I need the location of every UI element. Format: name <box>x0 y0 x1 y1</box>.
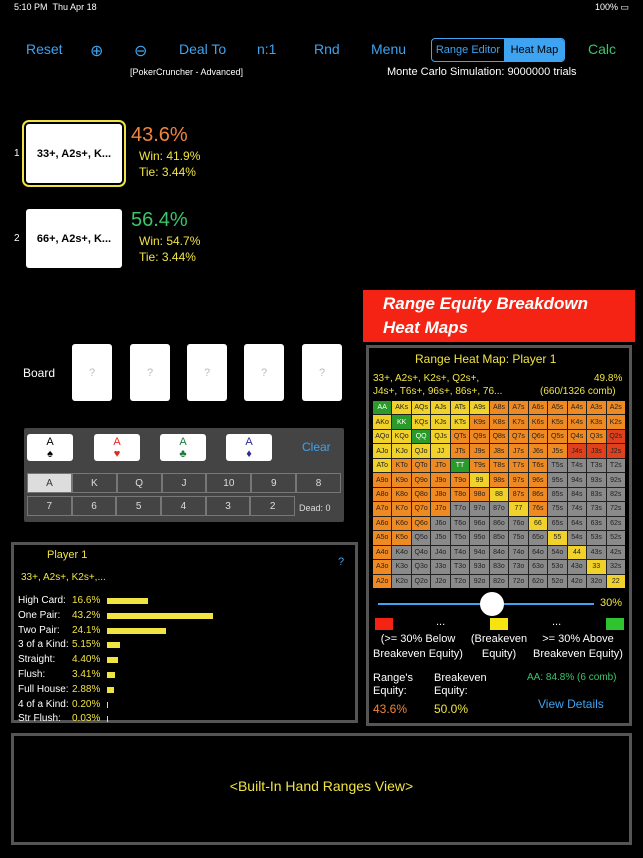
heat-map-cell[interactable]: K9o <box>392 473 410 486</box>
heat-map-cell[interactable]: Q4o <box>412 546 430 559</box>
heat-map-cell[interactable]: J5s <box>548 444 566 457</box>
breakeven-label-2: Equity: <box>434 685 468 697</box>
heat-map-cell[interactable]: T9s <box>470 459 488 472</box>
heat-map-cell[interactable]: 52o <box>548 575 566 588</box>
heat-map-range-cont: J4s+, T6s+, 96s+, 86s+, 76... <box>373 386 503 397</box>
stat-value: 0.20% <box>72 698 101 710</box>
breakeven-label <box>434 672 487 698</box>
diamond-card-button[interactable]: A ♦ <box>226 434 272 461</box>
heat-map-cell[interactable]: T2s <box>607 459 625 472</box>
heat-map-cell[interactable]: J8o <box>431 488 449 501</box>
heat-map-cell[interactable]: 84o <box>490 546 508 559</box>
heat-map-cell[interactable]: 94s <box>568 473 586 486</box>
heat-map-cell[interactable]: 85o <box>490 531 508 544</box>
heat-map-cell[interactable]: 62o <box>529 575 547 588</box>
heat-map-cell[interactable]: Q6o <box>412 517 430 530</box>
heat-map-cell[interactable]: T4s <box>568 459 586 472</box>
heart-icon: ♥ <box>113 448 121 460</box>
rank-row-1 <box>27 473 341 493</box>
heat-map-cell[interactable]: Q5s <box>548 430 566 443</box>
rank-button[interactable]: J <box>162 473 207 493</box>
legend-breakeven-line2: Equity) <box>481 648 517 660</box>
rank-row-2 <box>27 496 295 516</box>
n1-button[interactable]: n:1 <box>257 41 277 57</box>
heat-map-cell[interactable]: A4s <box>568 401 586 414</box>
heat-map-title: Range Heat Map: Player 1 <box>415 352 557 366</box>
heat-map-cell[interactable]: A4o <box>373 546 391 559</box>
legend-yellow-swatch <box>490 618 508 630</box>
heat-map-cell[interactable]: AQs <box>412 401 430 414</box>
heat-map-cell[interactable]: Q8s <box>490 430 508 443</box>
view-details-button[interactable]: View Details <box>538 697 604 711</box>
heat-map-cell[interactable]: 88 <box>490 488 508 501</box>
app-edition-label: [PokerCruncher - Advanced] <box>130 67 244 77</box>
stat-bar <box>107 672 115 678</box>
player-equity: 56.4% <box>131 209 188 231</box>
heat-map-cell[interactable]: 82s <box>607 488 625 501</box>
heat-map-cell[interactable]: J9o <box>431 473 449 486</box>
stat-label: Two Pair: <box>18 624 60 636</box>
heat-map-cell[interactable]: Q2o <box>412 575 430 588</box>
heat-map-cell[interactable]: 76o <box>509 517 527 530</box>
heat-map-cell[interactable]: J4o <box>431 546 449 559</box>
heat-map-cell[interactable]: TT <box>451 459 469 472</box>
heat-map-cell[interactable]: ATo <box>373 459 391 472</box>
range-equity-value: 43.6% <box>373 702 408 716</box>
heat-map-cell[interactable]: Q7o <box>412 502 430 515</box>
heat-map-cell[interactable]: 43s <box>587 546 605 559</box>
hand-ranges-placeholder: <Built-In Hand Ranges View> <box>229 778 414 794</box>
stat-value: 16.6% <box>72 595 101 606</box>
heat-map-cell[interactable]: T3o <box>451 560 469 573</box>
heat-map-cell[interactable]: K6o <box>392 517 410 530</box>
stat-bar <box>107 613 213 619</box>
heat-map-cell[interactable]: K7o <box>392 502 410 515</box>
banner-line-2: Heat Maps <box>383 318 469 337</box>
legend-dots: ... <box>436 616 446 628</box>
player-tie: Tie: 3.44% <box>139 250 196 264</box>
heat-map-cell[interactable]: J8s <box>490 444 508 457</box>
legend-breakeven <box>467 632 531 662</box>
club-icon: ♣ <box>179 448 187 460</box>
legend-below-line2: Breakeven Equity) <box>373 648 463 660</box>
board-card-slot[interactable]: ? <box>244 344 284 401</box>
reset-button[interactable]: Reset <box>26 41 63 57</box>
breakeven-label-1: Breakeven <box>434 672 487 684</box>
heat-map-cell[interactable]: 99 <box>470 473 488 486</box>
heat-map-cell[interactable]: 64s <box>568 517 586 530</box>
heat-map-cell[interactable]: QQ <box>412 430 430 443</box>
heat-map-cell[interactable]: 84s <box>568 488 586 501</box>
heat-map-cell[interactable]: KTo <box>392 459 410 472</box>
rank-button[interactable]: 6 <box>72 496 117 516</box>
heat-map-cell[interactable]: J2o <box>431 575 449 588</box>
heat-map-cell[interactable]: 83s <box>587 488 605 501</box>
heat-map-cell[interactable]: K6s <box>529 415 547 428</box>
heat-map-cell[interactable]: J7s <box>509 444 527 457</box>
heat-map-cell[interactable]: 77 <box>509 502 527 515</box>
heat-map-cell[interactable]: AJs <box>431 401 449 414</box>
stats-range: 33+, A2s+, K2s+,... <box>21 572 106 583</box>
stat-value: 0.03% <box>72 713 101 725</box>
player-hand-range[interactable]: 33+, A2s+, K... <box>26 124 122 183</box>
heat-map-cell[interactable]: A5o <box>373 531 391 544</box>
rank-button[interactable]: 5 <box>116 496 161 516</box>
player-win: Win: 54.7% <box>139 234 201 248</box>
heat-map-cell[interactable]: A7s <box>509 401 527 414</box>
heat-map-cell[interactable]: 54s <box>568 531 586 544</box>
spade-icon: ♠ <box>47 448 53 460</box>
heat-map-cell[interactable]: AKo <box>373 415 391 428</box>
heat-map-cell[interactable]: KTs <box>451 415 469 428</box>
range-editor-tab[interactable]: Range Editor <box>432 39 505 61</box>
stat-bar <box>107 687 114 693</box>
stat-bar <box>107 657 118 663</box>
menu-button[interactable]: Menu <box>371 41 407 57</box>
stat-value: 2.88% <box>72 683 101 695</box>
rank-button[interactable]: 10 <box>206 473 251 493</box>
heat-map-cell[interactable]: JTs <box>451 444 469 457</box>
range-equity-label-2: Equity: <box>373 685 407 697</box>
heat-map-cell[interactable]: 93s <box>587 473 605 486</box>
heat-map-cell[interactable]: 85s <box>548 488 566 501</box>
heat-map-cell[interactable]: J6s <box>529 444 547 457</box>
heat-map-cell[interactable]: 87s <box>509 488 527 501</box>
heat-map-cell[interactable]: 53o <box>548 560 566 573</box>
heat-map-cell[interactable]: 74s <box>568 502 586 515</box>
banner-line-1: Range Equity Breakdown <box>383 294 588 313</box>
heat-map-cell[interactable]: A5s <box>548 401 566 414</box>
legend-breakeven-line1: (Breakeven <box>470 633 528 645</box>
heat-map-cell[interactable]: T5s <box>548 459 566 472</box>
heat-map-cell[interactable]: ATs <box>451 401 469 414</box>
stat-value: 3.41% <box>72 669 101 680</box>
heat-map-comb: (660/1326 comb) <box>540 386 616 397</box>
heat-map-cell[interactable]: QTo <box>412 459 430 472</box>
stat-bar <box>107 642 120 648</box>
heat-map-cell[interactable]: T7s <box>509 459 527 472</box>
stat-value: 4.40% <box>72 654 101 666</box>
heat-map-cell[interactable]: 97s <box>509 473 527 486</box>
add-player-icon[interactable]: ⊕ <box>90 43 104 60</box>
heat-map-cell[interactable]: 32o <box>587 575 605 588</box>
heat-map-cell[interactable]: 62s <box>607 517 625 530</box>
stat-label: High Card: <box>18 595 66 606</box>
heat-map-cell[interactable]: 73s <box>587 502 605 515</box>
simulation-info: Monte Carlo Simulation: 9000000 trials <box>387 66 577 78</box>
legend-red-swatch <box>375 618 393 630</box>
heat-map-cell[interactable]: Q9o <box>412 473 430 486</box>
heat-map-cell[interactable]: 72o <box>509 575 527 588</box>
heat-map-cell[interactable]: 96o <box>470 517 488 530</box>
heat-map-cell[interactable]: K8s <box>490 415 508 428</box>
stat-label: 4 of a Kind: <box>18 698 69 710</box>
view-segment-control <box>431 38 565 62</box>
heat-map-cell[interactable]: A8s <box>490 401 508 414</box>
legend-above-line1: >= 30% Above <box>542 633 614 645</box>
diamond-icon: ♦ <box>246 448 252 460</box>
stat-value: 5.15% <box>72 639 101 651</box>
heat-map-cell[interactable]: Q2s <box>607 430 625 443</box>
clear-button[interactable]: Clear <box>302 440 331 454</box>
heat-map-cell[interactable]: Q5o <box>412 531 430 544</box>
heat-map-tab[interactable]: Heat Map <box>505 39 564 61</box>
heat-map-cell[interactable]: QTs <box>451 430 469 443</box>
heat-map-cell[interactable]: A2s <box>607 401 625 414</box>
heat-map-cell[interactable]: 55 <box>548 531 566 544</box>
heat-map-cell[interactable]: 92o <box>470 575 488 588</box>
heat-map-cell[interactable]: 75o <box>509 531 527 544</box>
board-card-slot[interactable]: ? <box>302 344 342 401</box>
heat-map-cell[interactable]: 42o <box>568 575 586 588</box>
stats-title: Player 1 <box>47 549 88 561</box>
heat-map-cell[interactable]: 75s <box>548 502 566 515</box>
heat-map-cell[interactable]: 64o <box>529 546 547 559</box>
heat-map-cell[interactable]: KK <box>392 415 410 428</box>
heat-map-cell[interactable]: AJo <box>373 444 391 457</box>
rank-button[interactable]: 9 <box>251 473 296 493</box>
heat-map-cell[interactable]: 86o <box>490 517 508 530</box>
range-equity-label <box>373 672 413 698</box>
player-number: 1 <box>14 148 20 159</box>
breakeven-value: 50.0% <box>434 702 469 716</box>
heat-map-cell[interactable]: T5o <box>451 531 469 544</box>
spade-card-button[interactable]: A ♠ <box>27 434 73 461</box>
rank-button[interactable]: 7 <box>27 496 72 516</box>
range-equity-label-1: Range's <box>373 672 414 684</box>
heat-map-cell[interactable]: 92s <box>607 473 625 486</box>
heat-map-cell[interactable]: T7o <box>451 502 469 515</box>
board-label: Board <box>23 366 56 380</box>
heat-map-cell[interactable]: 95o <box>470 531 488 544</box>
player-number: 2 <box>14 233 20 244</box>
heat-map-cell[interactable]: J5o <box>431 531 449 544</box>
heat-map-cell[interactable]: 72s <box>607 502 625 515</box>
rank-button[interactable]: K <box>72 473 117 493</box>
legend-dots: ... <box>552 616 562 628</box>
remove-player-icon[interactable]: ⊖ <box>134 43 148 60</box>
heat-map-cell[interactable]: 66 <box>529 517 547 530</box>
heat-map-cell[interactable]: Q7s <box>509 430 527 443</box>
heat-map-cell[interactable]: A6s <box>529 401 547 414</box>
heat-map-cell[interactable]: J3o <box>431 560 449 573</box>
heat-map-range: 33+, A2s+, K2s+, Q2s+, <box>373 373 480 384</box>
heat-map-cell[interactable]: T6o <box>451 517 469 530</box>
heat-map-cell[interactable]: T8s <box>490 459 508 472</box>
rank-button[interactable]: Q <box>117 473 162 493</box>
heat-map-cell[interactable]: 86s <box>529 488 547 501</box>
board-card-slot[interactable]: ? <box>72 344 112 401</box>
stat-label: One Pair: <box>18 609 61 621</box>
legend-above-line2: Breakeven Equity) <box>533 648 623 660</box>
heat-map-cell[interactable]: K4o <box>392 546 410 559</box>
legend-below-line1: (>= 30% Below <box>380 633 456 645</box>
heat-map-cell[interactable]: 83o <box>490 560 508 573</box>
legend-green-swatch <box>606 618 624 630</box>
heat-map-cell[interactable]: 65o <box>529 531 547 544</box>
slider-value: 30% <box>600 597 623 609</box>
heat-map-cell[interactable]: 87o <box>490 502 508 515</box>
stat-value: 24.1% <box>72 624 101 636</box>
heat-map-cell[interactable]: K4s <box>568 415 586 428</box>
rank-button[interactable]: 4 <box>161 496 206 516</box>
heat-map-cell[interactable]: T9o <box>451 473 469 486</box>
status-time: 5:10 PM Thu Apr 18 <box>14 2 97 12</box>
heat-map-cell[interactable]: 74o <box>509 546 527 559</box>
heat-map-cell[interactable]: K3s <box>587 415 605 428</box>
deal-to-button[interactable]: Deal To <box>179 41 227 57</box>
heat-map-cell[interactable]: J6o <box>431 517 449 530</box>
rank-button[interactable]: 3 <box>206 496 251 516</box>
heat-map-cell[interactable]: 94o <box>470 546 488 559</box>
heat-map-cell[interactable]: 96s <box>529 473 547 486</box>
heart-card-button[interactable]: A ♥ <box>94 434 140 461</box>
heat-map-cell[interactable]: Q9s <box>470 430 488 443</box>
board-card-slot[interactable]: ? <box>130 344 170 401</box>
heat-map-cell[interactable]: 63o <box>529 560 547 573</box>
heat-map-cell[interactable]: 82o <box>490 575 508 588</box>
stat-bar <box>107 716 108 722</box>
stat-value: 43.2% <box>72 609 101 621</box>
heat-map-cell[interactable]: T8o <box>451 488 469 501</box>
heat-map-cell[interactable]: JJ <box>431 444 449 457</box>
heat-map-cell[interactable]: A3s <box>587 401 605 414</box>
heat-map-cell[interactable]: KQo <box>392 430 410 443</box>
heat-map-cell[interactable]: 43o <box>568 560 586 573</box>
stat-label: Full House: <box>18 683 69 695</box>
heat-map-range-pct: 49.8% <box>594 373 623 384</box>
heat-map-cell[interactable]: 76s <box>529 502 547 515</box>
heat-map-cell[interactable]: KJo <box>392 444 410 457</box>
stat-label: Straight: <box>18 654 56 666</box>
heat-map-cell[interactable]: AA <box>373 401 391 414</box>
heat-map-cell[interactable]: A3o <box>373 560 391 573</box>
heat-map-grid <box>373 401 625 588</box>
dead-count: Dead: 0 <box>299 503 331 513</box>
heat-map-cell[interactable]: A2o <box>373 575 391 588</box>
heat-map-cell[interactable]: KQs <box>412 415 430 428</box>
heat-map-cell[interactable]: K2o <box>392 575 410 588</box>
heat-map-cell[interactable]: K7s <box>509 415 527 428</box>
heat-map-cell[interactable]: K2s <box>607 415 625 428</box>
heat-map-cell[interactable]: Q4s <box>568 430 586 443</box>
heat-map-cell[interactable]: AKs <box>392 401 410 414</box>
heat-map-cell[interactable]: A9s <box>470 401 488 414</box>
heat-map-cell[interactable]: K5s <box>548 415 566 428</box>
heat-map-cell[interactable]: A9o <box>373 473 391 486</box>
heat-map-cell[interactable]: K8o <box>392 488 410 501</box>
heat-map-cell[interactable]: 53s <box>587 531 605 544</box>
help-icon[interactable]: ? <box>338 556 345 568</box>
heat-map-cell[interactable]: 54o <box>548 546 566 559</box>
calc-button[interactable]: Calc <box>588 41 617 57</box>
heat-map-cell[interactable]: K9s <box>470 415 488 428</box>
heat-map-cell[interactable]: 98s <box>490 473 508 486</box>
board-card-slot[interactable]: ? <box>187 344 227 401</box>
stat-bar <box>107 628 166 634</box>
heat-map-cell[interactable]: 63s <box>587 517 605 530</box>
heat-map-cell[interactable]: QJo <box>412 444 430 457</box>
heat-map-cell[interactable]: 73o <box>509 560 527 573</box>
heat-map-cell[interactable]: Q3o <box>412 560 430 573</box>
stat-bar <box>107 702 108 708</box>
heat-map-cell[interactable]: T4o <box>451 546 469 559</box>
rank-button[interactable]: 2 <box>250 496 295 516</box>
heat-map-cell[interactable]: 95s <box>548 473 566 486</box>
stat-label: Str Flush: <box>18 713 61 725</box>
heat-map-cell[interactable]: J7o <box>431 502 449 515</box>
heat-map-cell[interactable]: KJs <box>431 415 449 428</box>
heat-map-cell[interactable]: K3o <box>392 560 410 573</box>
heat-map-cell[interactable]: A8o <box>373 488 391 501</box>
heat-map-cell[interactable]: 44 <box>568 546 586 559</box>
heat-map-cell[interactable]: AQo <box>373 430 391 443</box>
heat-map-cell[interactable]: 97o <box>470 502 488 515</box>
heat-map-cell[interactable]: J9s <box>470 444 488 457</box>
stat-label: 3 of a Kind: <box>18 639 69 651</box>
heat-map-cell[interactable]: 42s <box>607 546 625 559</box>
heat-map-cell[interactable]: K5o <box>392 531 410 544</box>
heat-map-cell[interactable]: 22 <box>607 575 625 588</box>
rank-button[interactable]: 8 <box>296 473 341 493</box>
heat-map-cell[interactable]: T3s <box>587 459 605 472</box>
heat-map-cell[interactable]: Q8o <box>412 488 430 501</box>
heat-map-cell[interactable]: 98o <box>470 488 488 501</box>
stat-bar <box>107 598 148 604</box>
heat-map-cell[interactable]: 65s <box>548 517 566 530</box>
heat-map-cell[interactable]: A6o <box>373 517 391 530</box>
promo-banner <box>363 290 635 342</box>
heat-map-cell[interactable]: Q6s <box>529 430 547 443</box>
heat-map-cell[interactable]: A7o <box>373 502 391 515</box>
stat-label: Flush: <box>18 669 46 680</box>
heat-map-cell[interactable]: QJs <box>431 430 449 443</box>
heat-map-cell[interactable]: 32s <box>607 560 625 573</box>
heat-map-cell[interactable]: J3s <box>587 444 605 457</box>
player-equity: 43.6% <box>131 124 188 146</box>
player-hand-range[interactable]: 66+, A2s+, K... <box>26 209 122 268</box>
club-card-button[interactable]: A ♣ <box>160 434 206 461</box>
heat-map-cell[interactable]: 52s <box>607 531 625 544</box>
heat-map-cell[interactable]: 33 <box>587 560 605 573</box>
hand-stats-panel <box>11 542 358 723</box>
status-battery: 100% ▭ <box>594 2 629 12</box>
heat-map-cell[interactable]: 93o <box>470 560 488 573</box>
legend-below <box>371 632 465 662</box>
random-button[interactable]: Rnd <box>314 41 340 57</box>
heat-map-cell[interactable]: T6s <box>529 459 547 472</box>
aa-info: AA: 84.8% (6 comb) <box>527 672 617 683</box>
player-win: Win: 41.9% <box>139 149 201 163</box>
heat-map-cell[interactable]: J2s <box>607 444 625 457</box>
heat-map-cell[interactable]: JTo <box>431 459 449 472</box>
player-tie: Tie: 3.44% <box>139 165 196 179</box>
heat-map-cell[interactable]: J4s <box>568 444 586 457</box>
rank-button[interactable]: A <box>27 473 72 493</box>
legend-above <box>530 632 626 662</box>
heat-map-cell[interactable]: Q3s <box>587 430 605 443</box>
heat-map-cell[interactable]: T2o <box>451 575 469 588</box>
